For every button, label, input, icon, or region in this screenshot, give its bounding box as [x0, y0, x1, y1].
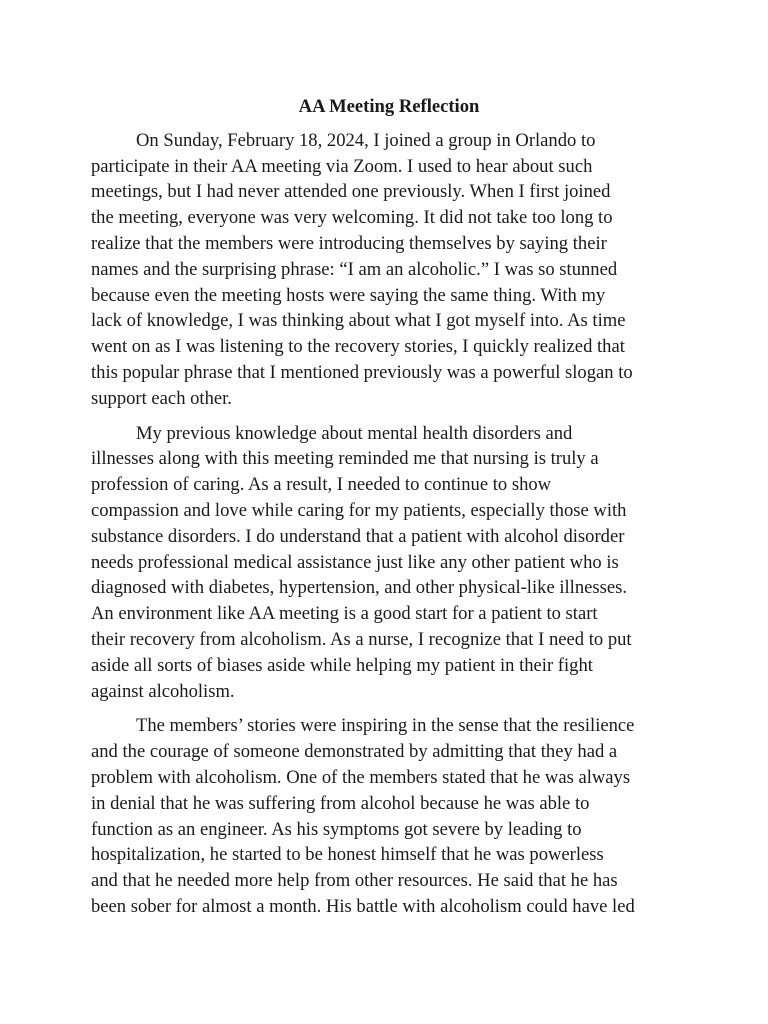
paragraph-line: been sober for almost a month. His battle with alcoholism could have led — [91, 895, 635, 917]
paragraph-line: aside all sorts of biases aside while helping my patient in their fight — [91, 654, 593, 676]
paragraph-line: The members’ stories were inspiring in the sense that the resilience — [136, 715, 635, 737]
paragraph — [91, 421, 687, 705]
paragraph-line: against alcoholism. — [91, 680, 235, 702]
paragraph-line: because even the meeting hosts were saying the same thing. With my — [91, 284, 606, 306]
paragraph-line: and the courage of someone demonstrated by admitting that they had a — [91, 741, 618, 763]
document-title: AA Meeting Reflection — [298, 96, 480, 117]
paragraph-line: diagnosed with diabetes, hypertension, and other physical-like illnesses. — [91, 577, 627, 599]
paragraph-line: this popular phrase that I mentioned previously was a powerful slogan to — [91, 361, 633, 383]
paragraph-line: function as an engineer. As his symptoms got severe by leading to — [91, 818, 582, 840]
paragraph-line: names and the surprising phrase: “I am an alcoholic.” I was so stunned — [91, 258, 618, 280]
paragraph-line: hospitalization, he started to be honest himself that he was powerless — [91, 844, 604, 866]
paragraph-line: support each other. — [91, 387, 232, 409]
paragraph-line: and that he needed more help from other resources. He said that he has — [91, 870, 618, 892]
paragraph-line: compassion and love while caring for my patients, especially those with — [91, 499, 627, 521]
paragraph-line: lack of knowledge, I was thinking about what I got myself into. As time — [91, 310, 626, 332]
paragraph-line: the meeting, everyone was very welcoming. It did not take too long to — [91, 207, 613, 229]
paragraph-line: in denial that he was suffering from alcohol because he was able to — [91, 792, 590, 814]
paragraph-line: realize that the members were introducing themselves by saying their — [91, 232, 607, 254]
paragraph-line: problem with alcoholism. One of the members stated that he was always — [91, 766, 631, 788]
paragraphs-container — [91, 128, 687, 920]
paragraph-line: My previous knowledge about mental health disorders and — [136, 422, 573, 444]
paragraph-line: their recovery from alcoholism. As a nurse, I recognize that I need to put — [91, 628, 632, 650]
paragraph-line: participate in their AA meeting via Zoom. I used to hear about such — [91, 155, 593, 177]
paragraph-line: went on as I was listening to the recovery stories, I quickly realized that — [91, 336, 625, 358]
paragraph-line: needs professional medical assistance just like any other patient who is — [91, 551, 619, 573]
paragraph — [91, 713, 687, 919]
paragraph — [91, 128, 687, 412]
paragraph-line: An environment like AA meeting is a good start for a patient to start — [91, 603, 598, 625]
paragraph-line: profession of caring. As a result, I needed to continue to show — [91, 474, 552, 496]
paragraph-line: illnesses along with this meeting reminded me that nursing is truly a — [91, 448, 599, 470]
paragraph-line: meetings, but I had never attended one previously. When I first joined — [91, 181, 611, 203]
document-body — [91, 94, 687, 929]
paragraph-line: On Sunday, February 18, 2024, I joined a group in Orlando to — [136, 129, 596, 151]
paragraph-line: substance disorders. I do understand that a patient with alcohol disorder — [91, 525, 625, 547]
